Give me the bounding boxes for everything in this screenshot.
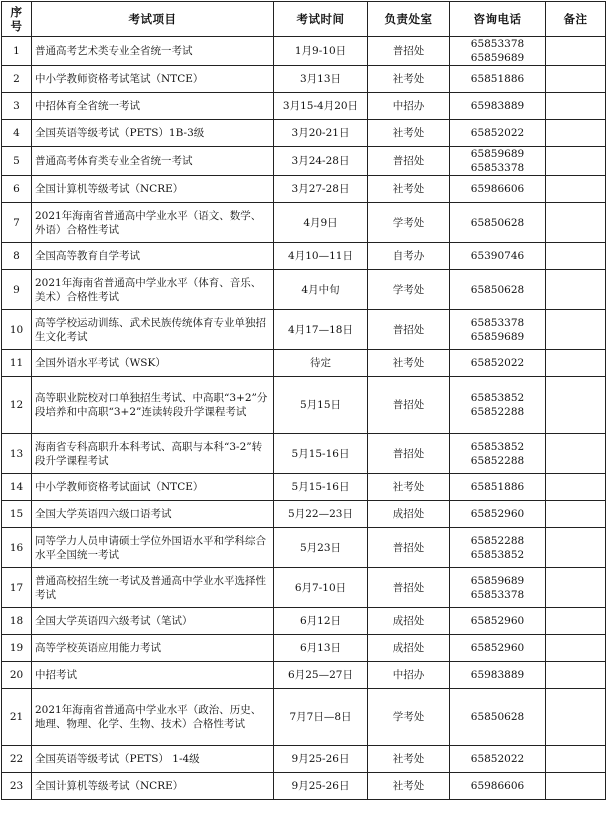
remarks-cell <box>546 37 606 66</box>
phone-number: 65983889 <box>470 100 525 112</box>
row-number: 9 <box>2 270 32 310</box>
header-remarks: 备注 <box>546 2 606 37</box>
office-name: 社考处 <box>368 350 450 377</box>
phone-cell <box>450 689 546 746</box>
remarks-cell <box>546 243 606 270</box>
header-phone: 咨询电话 <box>450 2 546 37</box>
remarks-cell <box>546 203 606 243</box>
phone-cell <box>450 746 546 773</box>
office-name: 成招处 <box>368 501 450 528</box>
exam-name: 全国大学英语四六级考试（笔试） <box>32 608 274 635</box>
office-name: 社考处 <box>368 176 450 203</box>
table-header-row <box>2 2 606 37</box>
phone-number: 65852022 <box>470 127 525 139</box>
phone-number: 65853378 <box>470 38 525 50</box>
table-row <box>2 434 606 474</box>
phone-number: 65852022 <box>470 357 525 369</box>
table-row <box>2 773 606 800</box>
exam-time: 3月15-4月20日 <box>274 93 368 120</box>
table-row <box>2 350 606 377</box>
exam-name: 全国英语等级考试（PETS） 1-4级 <box>32 746 274 773</box>
phone-number: 65853378 <box>470 316 525 329</box>
phone-number: 65852288 <box>470 454 525 467</box>
phone-cell <box>450 310 546 350</box>
office-name: 普招处 <box>368 147 450 176</box>
office-name: 中招办 <box>368 662 450 689</box>
phone-cell <box>450 66 546 93</box>
exam-name: 全国外语水平考试（WSK） <box>32 350 274 377</box>
row-number: 19 <box>2 635 32 662</box>
table-row <box>2 474 606 501</box>
exam-name: 中小学教师资格考试笔试（NTCE） <box>32 66 274 93</box>
table-row <box>2 243 606 270</box>
exam-time: 5月15日 <box>274 377 368 434</box>
phone-number: 65850628 <box>470 711 525 723</box>
remarks-cell <box>546 93 606 120</box>
exam-name: 普通高考艺术类专业全省统一考试 <box>32 37 274 66</box>
table-row <box>2 568 606 608</box>
office-name: 成招处 <box>368 608 450 635</box>
remarks-cell <box>546 528 606 568</box>
exam-time: 3月27-28日 <box>274 176 368 203</box>
table-body <box>2 37 606 800</box>
exam-time: 3月13日 <box>274 66 368 93</box>
exam-time: 5月23日 <box>274 528 368 568</box>
remarks-cell <box>546 474 606 501</box>
remarks-cell <box>546 689 606 746</box>
exam-time: 待定 <box>274 350 368 377</box>
phone-number: 65986606 <box>470 183 525 195</box>
phone-number: 65852960 <box>470 508 525 520</box>
office-name: 中招办 <box>368 93 450 120</box>
phone-number: 65852960 <box>470 615 525 627</box>
table-row <box>2 377 606 434</box>
office-name: 成招处 <box>368 635 450 662</box>
office-name: 学考处 <box>368 270 450 310</box>
phone-number: 65850628 <box>470 216 525 229</box>
table-row <box>2 203 606 243</box>
row-number: 21 <box>2 689 32 746</box>
exam-name: 高等学校运动训练、武术民族传统体育专业单独招生文化考试 <box>32 310 274 350</box>
exam-time: 9月25-26日 <box>274 773 368 800</box>
remarks-cell <box>546 773 606 800</box>
phone-number: 65851886 <box>470 481 525 493</box>
row-number: 13 <box>2 434 32 474</box>
exam-time: 5月15-16日 <box>274 434 368 474</box>
phone-cell <box>450 377 546 434</box>
table-row <box>2 635 606 662</box>
phone-cell <box>450 773 546 800</box>
phone-number: 65853378 <box>470 588 525 601</box>
phone-cell <box>450 434 546 474</box>
row-number: 18 <box>2 608 32 635</box>
row-number: 23 <box>2 773 32 800</box>
exam-time: 4月9日 <box>274 203 368 243</box>
exam-time: 5月22—23日 <box>274 501 368 528</box>
exam-time: 5月15-16日 <box>274 474 368 501</box>
exam-name: 2021年海南省普通高中学业水平（政治、历史、地理、物理、化学、生物、技术）合格性考试 <box>32 689 274 746</box>
row-number: 10 <box>2 310 32 350</box>
phone-number: 65852288 <box>470 534 525 547</box>
row-number: 22 <box>2 746 32 773</box>
phone-number: 65853852 <box>470 392 525 404</box>
office-name: 学考处 <box>368 689 450 746</box>
office-name: 学考处 <box>368 203 450 243</box>
phone-number: 65859689 <box>470 574 525 587</box>
table-row <box>2 147 606 176</box>
office-name: 普招处 <box>368 37 450 66</box>
exam-name: 2021年海南省普通高中学业水平（语文、数学、外语）合格性考试 <box>32 203 274 243</box>
table-row <box>2 310 606 350</box>
exam-name: 普通高校招生统一考试及普通高中学业水平选择性考试 <box>32 568 274 608</box>
phone-number: 65853378 <box>470 162 525 174</box>
office-name: 社考处 <box>368 773 450 800</box>
phone-cell <box>450 243 546 270</box>
office-name: 社考处 <box>368 120 450 147</box>
exam-schedule-table <box>1 1 606 800</box>
table-row <box>2 93 606 120</box>
exam-name: 中小学教师资格考试面试（NTCE） <box>32 474 274 501</box>
phone-cell <box>450 608 546 635</box>
exam-time: 6月7-10日 <box>274 568 368 608</box>
exam-time: 3月24-28日 <box>274 147 368 176</box>
phone-number: 65853852 <box>470 440 525 453</box>
remarks-cell <box>546 66 606 93</box>
exam-name: 高等学校英语应用能力考试 <box>32 635 274 662</box>
remarks-cell <box>546 568 606 608</box>
row-number: 3 <box>2 93 32 120</box>
exam-name: 普通高考体育类专业全省统一考试 <box>32 147 274 176</box>
phone-cell <box>450 662 546 689</box>
phone-cell <box>450 528 546 568</box>
exam-name: 2021年海南省普通高中学业水平（体育、音乐、美术）合格性考试 <box>32 270 274 310</box>
office-name: 普招处 <box>368 377 450 434</box>
phone-cell <box>450 635 546 662</box>
remarks-cell <box>546 746 606 773</box>
office-name: 社考处 <box>368 474 450 501</box>
exam-name: 同等学力人员申请硕士学位外国语水平和学科综合水平全国统一考试 <box>32 528 274 568</box>
row-number: 11 <box>2 350 32 377</box>
row-number: 14 <box>2 474 32 501</box>
row-number: 2 <box>2 66 32 93</box>
phone-number: 65850628 <box>470 283 525 296</box>
table-row <box>2 270 606 310</box>
exam-time: 6月13日 <box>274 635 368 662</box>
header-number: 序号 <box>2 2 32 37</box>
office-name: 社考处 <box>368 66 450 93</box>
remarks-cell <box>546 434 606 474</box>
remarks-cell <box>546 501 606 528</box>
row-number: 20 <box>2 662 32 689</box>
phone-cell <box>450 501 546 528</box>
phone-number: 65859689 <box>470 52 525 64</box>
phone-cell <box>450 270 546 310</box>
phone-number: 65859689 <box>470 330 525 343</box>
remarks-cell <box>546 270 606 310</box>
phone-cell <box>450 147 546 176</box>
phone-number: 65983889 <box>470 669 525 681</box>
exam-name: 全国英语等级考试（PETS）1B-3级 <box>32 120 274 147</box>
exam-name: 全国高等教育自学考试 <box>32 243 274 270</box>
remarks-cell <box>546 350 606 377</box>
office-name: 普招处 <box>368 528 450 568</box>
row-number: 5 <box>2 147 32 176</box>
row-number: 15 <box>2 501 32 528</box>
exam-time: 4月17—18日 <box>274 310 368 350</box>
office-name: 普招处 <box>368 568 450 608</box>
phone-number: 65852288 <box>470 406 525 418</box>
remarks-cell <box>546 377 606 434</box>
exam-time: 7月7日—8日 <box>274 689 368 746</box>
table-row <box>2 501 606 528</box>
exam-name: 高等职业院校对口单独招生考试、中高职“3+2”分段培养和中高职“3+2”连读转段升学课程考试 <box>32 377 274 434</box>
row-number: 12 <box>2 377 32 434</box>
exam-time: 6月25—27日 <box>274 662 368 689</box>
phone-cell <box>450 93 546 120</box>
office-name: 社考处 <box>368 746 450 773</box>
remarks-cell <box>546 608 606 635</box>
phone-cell <box>450 474 546 501</box>
table-row <box>2 528 606 568</box>
table-row <box>2 662 606 689</box>
row-number: 17 <box>2 568 32 608</box>
phone-number: 65852960 <box>470 642 525 654</box>
phone-cell <box>450 37 546 66</box>
header-exam-item: 考试项目 <box>32 2 274 37</box>
row-number: 6 <box>2 176 32 203</box>
row-number: 1 <box>2 37 32 66</box>
exam-name: 海南省专科高职升本科考试、高职与本科“3-2”转段升学课程考试 <box>32 434 274 474</box>
table-row <box>2 37 606 66</box>
table-row <box>2 66 606 93</box>
office-name: 自考办 <box>368 243 450 270</box>
row-number: 7 <box>2 203 32 243</box>
remarks-cell <box>546 662 606 689</box>
table-row <box>2 746 606 773</box>
remarks-cell <box>546 120 606 147</box>
phone-number: 65986606 <box>470 780 525 792</box>
exam-time: 9月25-26日 <box>274 746 368 773</box>
table-row <box>2 608 606 635</box>
row-number: 8 <box>2 243 32 270</box>
exam-time: 4月10—11日 <box>274 243 368 270</box>
office-name: 普招处 <box>368 434 450 474</box>
phone-cell <box>450 120 546 147</box>
exam-name: 全国计算机等级考试（NCRE） <box>32 176 274 203</box>
remarks-cell <box>546 635 606 662</box>
exam-time: 6月12日 <box>274 608 368 635</box>
phone-cell <box>450 203 546 243</box>
exam-name: 全国计算机等级考试（NCRE） <box>32 773 274 800</box>
phone-cell <box>450 176 546 203</box>
phone-number: 65851886 <box>470 73 525 85</box>
table-row <box>2 120 606 147</box>
phone-cell <box>450 350 546 377</box>
exam-time: 1月9-10日 <box>274 37 368 66</box>
phone-number: 65859689 <box>470 148 525 160</box>
phone-cell <box>450 568 546 608</box>
header-exam-time: 考试时间 <box>274 2 368 37</box>
phone-number: 65390746 <box>470 250 525 262</box>
exam-time: 3月20-21日 <box>274 120 368 147</box>
remarks-cell <box>546 310 606 350</box>
exam-name: 全国大学英语四六级口语考试 <box>32 501 274 528</box>
row-number: 4 <box>2 120 32 147</box>
exam-time: 4月中旬 <box>274 270 368 310</box>
exam-name: 中招体育全省统一考试 <box>32 93 274 120</box>
phone-number: 65852022 <box>470 753 525 765</box>
header-office: 负责处室 <box>368 2 450 37</box>
phone-number: 65853852 <box>470 548 525 561</box>
exam-name: 中招考试 <box>32 662 274 689</box>
remarks-cell <box>546 176 606 203</box>
row-number: 16 <box>2 528 32 568</box>
remarks-cell <box>546 147 606 176</box>
table-row <box>2 176 606 203</box>
office-name: 普招处 <box>368 310 450 350</box>
table-row <box>2 689 606 746</box>
